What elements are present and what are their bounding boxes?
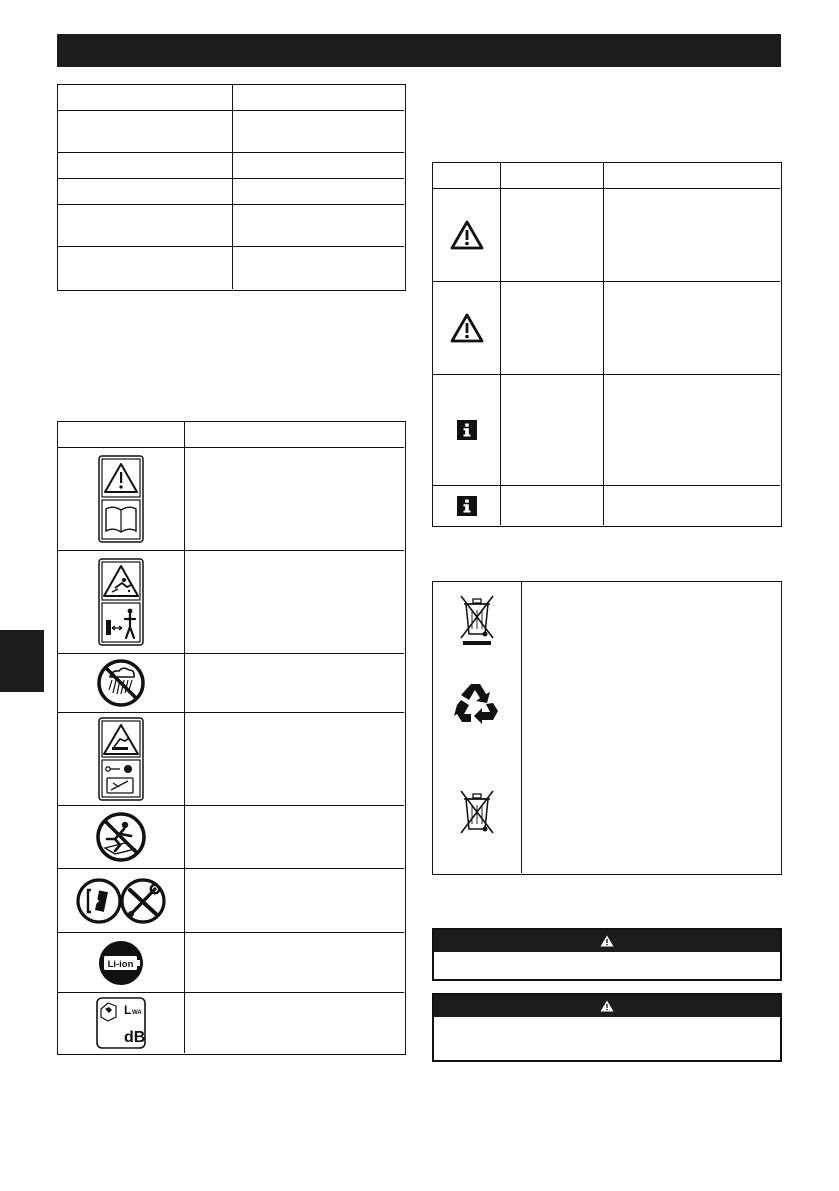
warning-triangle-icon bbox=[600, 935, 614, 947]
warning-triangle-icon bbox=[449, 312, 485, 344]
warning-triangle-icon bbox=[449, 219, 485, 251]
info-icon bbox=[457, 496, 477, 516]
signal-row bbox=[433, 486, 500, 525]
warning-triangle-icon bbox=[600, 1000, 614, 1012]
symbol-row bbox=[58, 869, 184, 932]
sound-power-level-icon bbox=[96, 997, 146, 1049]
signal-row bbox=[433, 282, 500, 374]
info-icon bbox=[457, 420, 477, 440]
li-ion-battery-icon bbox=[98, 940, 144, 986]
symbol-row bbox=[58, 551, 184, 653]
blade-hazard-remove-key-label-icon bbox=[98, 717, 144, 801]
symbol-row bbox=[58, 713, 184, 805]
no-hands-near-blade-icon bbox=[95, 811, 147, 863]
crossed-bin-battery-icon bbox=[457, 789, 497, 837]
symbol-row bbox=[58, 654, 184, 712]
symbol-row bbox=[58, 448, 184, 550]
env-icon-cell bbox=[433, 674, 521, 732]
symbol-row bbox=[58, 806, 184, 868]
svg-text:L: L bbox=[124, 1003, 132, 1017]
side-tab bbox=[0, 630, 44, 692]
symbols-table bbox=[57, 421, 406, 1055]
symbol-row bbox=[58, 993, 184, 1053]
recycling-icon bbox=[452, 680, 502, 726]
signal-word-table bbox=[432, 162, 782, 527]
warning-box bbox=[432, 928, 782, 981]
signal-row bbox=[433, 375, 500, 485]
spec-table bbox=[57, 84, 406, 291]
no-rain-icon bbox=[96, 658, 146, 708]
warning-read-manual-label-icon bbox=[98, 455, 144, 543]
symbol-row bbox=[58, 933, 184, 992]
svg-text:dB: dB bbox=[124, 1029, 146, 1046]
signal-row bbox=[433, 189, 500, 281]
svg-text:WA: WA bbox=[132, 1010, 142, 1016]
warning-box bbox=[432, 993, 782, 1062]
svg-text:Li-ion: Li-ion bbox=[107, 958, 134, 970]
thrown-objects-keep-distance-label-icon bbox=[98, 558, 144, 646]
environment-table bbox=[432, 581, 782, 875]
env-icon-cell bbox=[433, 785, 521, 841]
crossed-bin-with-bar-icon bbox=[457, 592, 497, 646]
header-bar bbox=[57, 34, 781, 67]
env-icon-cell bbox=[433, 588, 521, 650]
remove-key-before-maintenance-icon bbox=[75, 877, 167, 925]
